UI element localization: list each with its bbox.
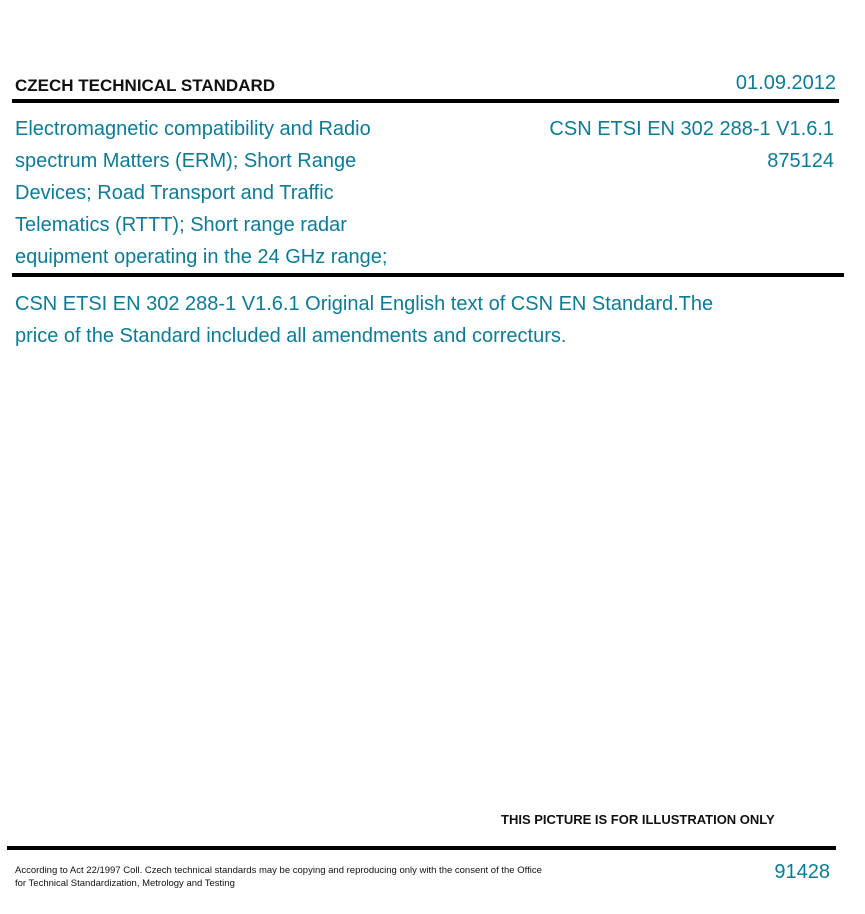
header-divider <box>12 99 839 103</box>
standard-title-line: equipment operating in the 24 GHz range; <box>15 246 388 268</box>
standard-title-line: Devices; Road Transport and Traffic <box>15 182 334 204</box>
description-line: CSN ETSI EN 302 288-1 V1.6.1 Original English text of CSN EN Standard.The <box>15 293 714 315</box>
standard-title-line: Telematics (RTTT); Short range radar <box>15 214 347 236</box>
legal-notice-line: According to Act 22/1997 Coll. Czech technical standards may be copying and reproducing only with the consent of the Office <box>15 865 542 876</box>
standard-identifier <box>549 113 834 177</box>
illustration-disclaimer: THIS PICTURE IS FOR ILLUSTRATION ONLY <box>501 812 775 827</box>
legal-notice-line: for Technical Standardization, Metrology and Testing <box>15 878 235 889</box>
standard-description <box>15 288 815 352</box>
footer-number: 91428 <box>774 861 830 883</box>
title-divider <box>12 273 844 277</box>
standard-number: 875124 <box>767 150 834 172</box>
standard-title-line: Electromagnetic compatibility and Radio <box>15 118 371 140</box>
footer-divider <box>7 846 836 850</box>
legal-notice <box>15 864 615 890</box>
description-line: price of the Standard included all amendments and correcturs. <box>15 325 567 347</box>
document-date: 01.09.2012 <box>735 72 836 94</box>
standard-code: CSN ETSI EN 302 288-1 V1.6.1 <box>549 118 834 140</box>
standard-title <box>15 113 435 273</box>
document-header-title: CZECH TECHNICAL STANDARD <box>15 76 276 95</box>
standard-title-line: spectrum Matters (ERM); Short Range <box>15 150 357 172</box>
